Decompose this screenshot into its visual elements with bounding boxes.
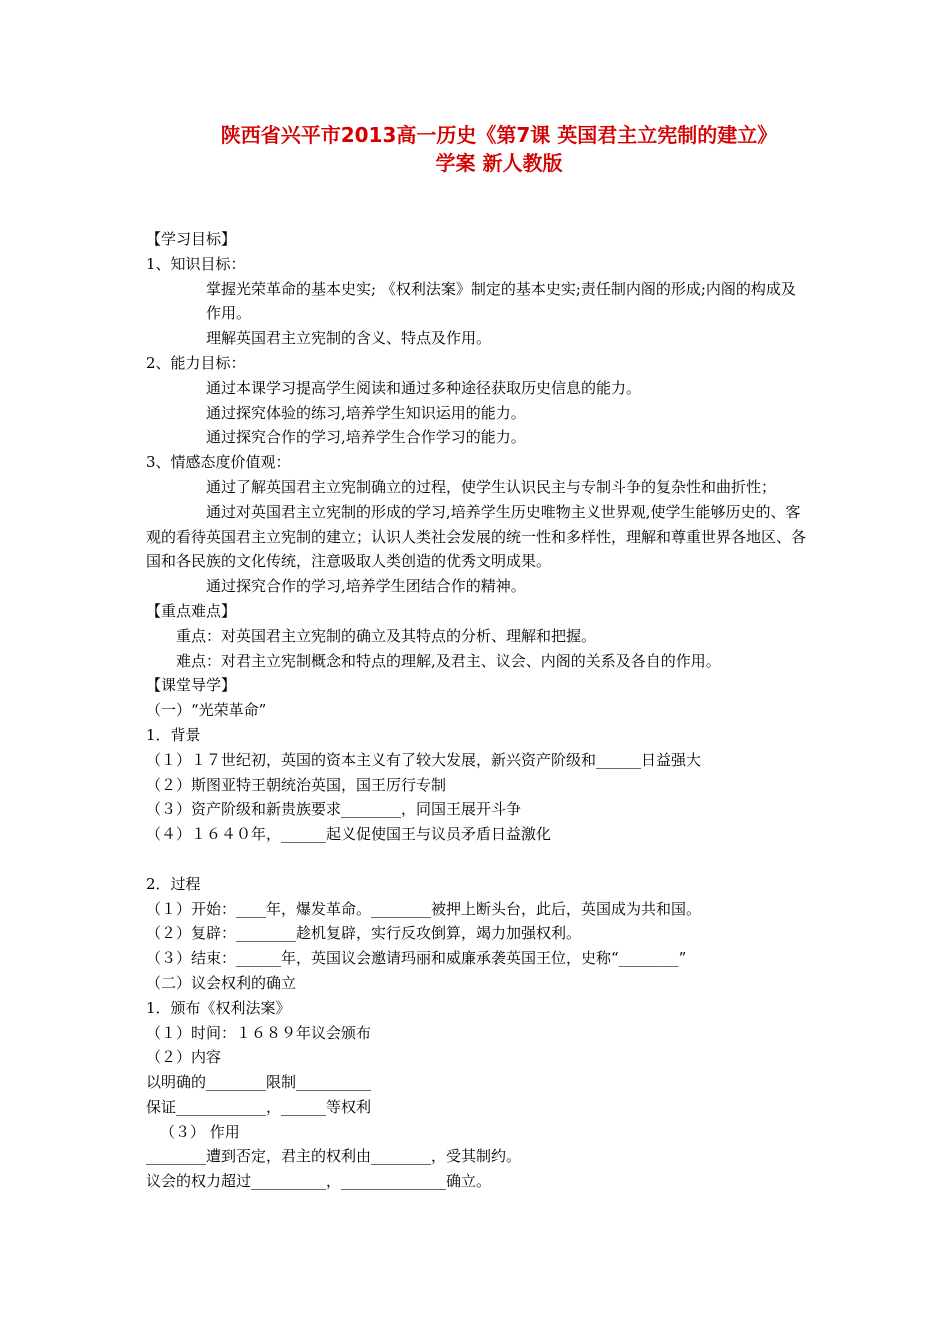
fill-in-item: ________遭到否定，君主的权利由________，受其制约。	[146, 1147, 522, 1166]
fill-in-item: （４）１６４０年，______起义促使国王与议员矛盾日益激化	[146, 825, 552, 844]
subsection-heading: （二）议会权利的确立	[146, 973, 297, 992]
paragraph: 理解英国君主立宪制的含义、特点及作用。	[206, 329, 492, 348]
item-heading: （３） 作用	[160, 1122, 240, 1141]
key-point: 重点：对英国君主立宪制的确立及其特点的分析、理解和把握。	[176, 626, 597, 645]
difficult-point: 难点：对君主立宪制概念和特点的理解,及君主、议会、内阁的关系及各自的作用。	[176, 651, 721, 670]
section-heading-objectives: 【学习目标】	[146, 230, 237, 248]
paragraph: 通过探究体验的练习,培养学生知识运用的能力。	[206, 403, 526, 422]
paragraph: 通过对英国君主立宪制的形成的学习,培养学生历史唯物主义世界观,使学生能够历史的、客观的看待英国君主立宪制的建立；认识人类社会发展的统一性和多样性，理解和尊重世界各地区、各国和各民族的文化传统，注意吸取人类创造的优秀文明成果。	[146, 502, 807, 571]
knowledge-goals-heading: 1、知识目标：	[146, 254, 246, 273]
section-heading-guide: 【课堂导学】	[146, 676, 237, 695]
fill-in-item: 以明确的________限制__________	[146, 1073, 372, 1092]
fill-in-item: 议会的权力超过__________，______________确立。	[146, 1172, 492, 1191]
fill-in-item: 保证____________，______等权利	[146, 1097, 372, 1116]
values-goals-heading: 3、情感态度价值观：	[146, 453, 291, 472]
paragraph: 通过了解英国君主立宪制确立的过程，使学生认识民主与专制斗争的复杂性和曲折性；	[206, 477, 777, 496]
fill-in-item: （２）内容	[146, 1048, 222, 1067]
subsection-heading: （一）“光荣革命”	[146, 701, 267, 720]
fill-in-item: （２）复辟：________趁机复辟，实行反攻倒算，竭力加强权利。	[146, 924, 582, 943]
fill-in-item: （１）１７世纪初，英国的资本主义有了较大发展，新兴资产阶级和______日益强大	[146, 750, 702, 769]
paragraph: 通过本课学习提高学生阅读和通过多种途径获取历史信息的能力。	[206, 378, 642, 397]
fill-in-item: （２）斯图亚特王朝统治英国，国王厉行专制	[146, 775, 447, 794]
document-title-line-2: 学案 新人教版	[435, 151, 563, 175]
fill-in-item: （１）开始：____年，爆发革命。________被押上断头台，此后，英国成为共和国。	[146, 899, 702, 918]
section-heading-key-points: 【重点难点】	[146, 601, 237, 620]
fill-in-item: （３）结束：______年，英国议会邀请玛丽和威廉承袭英国王位，史称“________”	[146, 949, 687, 968]
item-heading: 1．颁布《权利法案》	[146, 998, 291, 1017]
fill-in-item: （３）资产阶级和新贵族要求________，同国王展开斗争	[146, 800, 522, 819]
item-heading: 2．过程	[146, 874, 201, 893]
paragraph: 掌握光荣革命的基本史实; 《权利法案》制定的基本史实;责任制内阁的形成;内阁的构成及作用。	[206, 279, 796, 323]
item-heading: 1．背景	[146, 725, 201, 744]
fill-in-item: （１）时间：１６８９年议会颁布	[146, 1023, 372, 1042]
document-body	[146, 227, 806, 1194]
paragraph: 通过探究合作的学习,培养学生合作学习的能力。	[206, 428, 526, 447]
paragraph: 通过探究合作的学习,培养学生团结合作的精神。	[206, 577, 526, 596]
document-title-line-1: 陕西省兴平市2013高一历史《第7课 英国君主立宪制的建立》	[220, 123, 778, 147]
ability-goals-heading: 2、能力目标：	[146, 353, 246, 372]
